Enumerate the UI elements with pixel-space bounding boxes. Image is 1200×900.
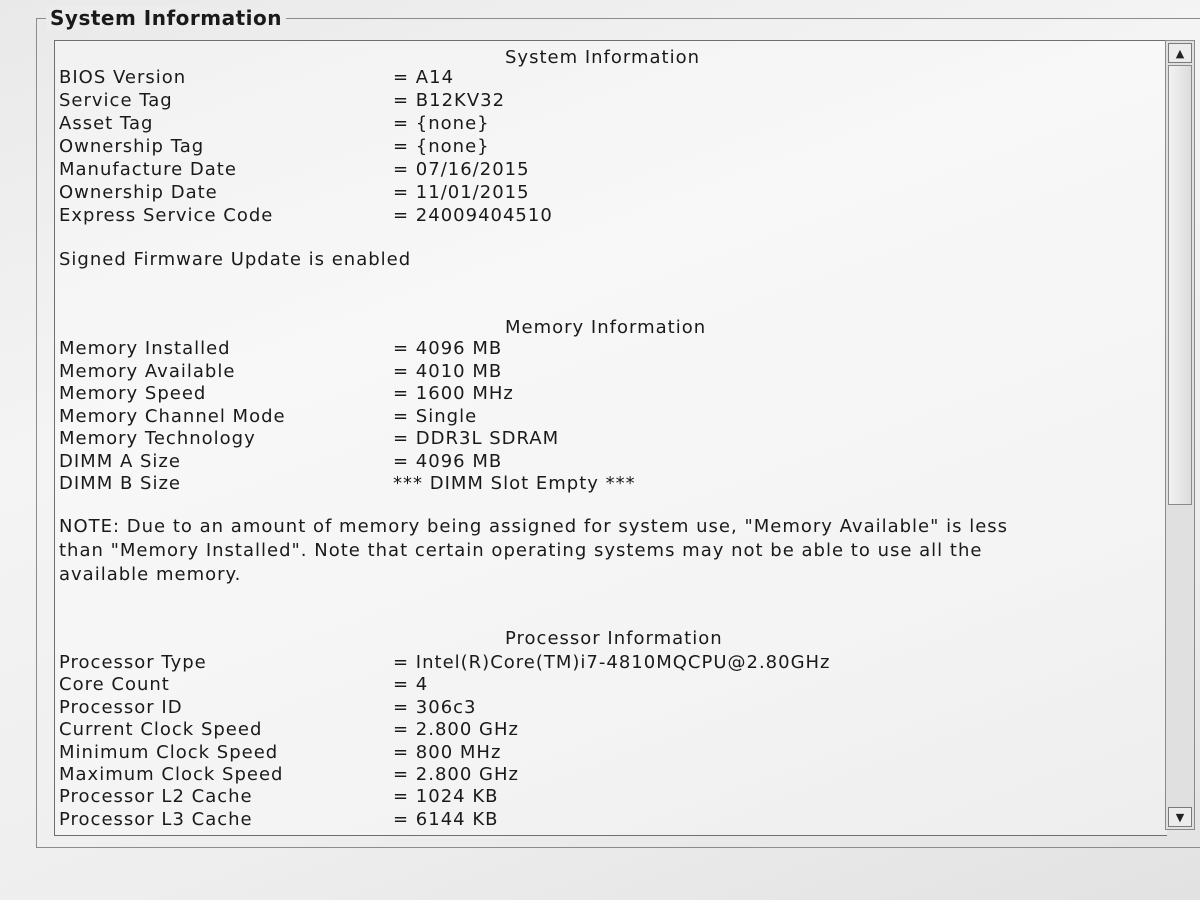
processor-info-label: Minimum Clock Speed — [59, 741, 279, 763]
system-info-label: Ownership Date — [59, 182, 218, 203]
processor-info-value: = 2.800 GHz — [393, 719, 519, 741]
system-info-value: = 24009404510 — [393, 205, 553, 226]
info-content — [55, 41, 1167, 836]
system-info-label: Manufacture Date — [59, 159, 237, 180]
system-info-value: = {none} — [393, 113, 490, 134]
system-heading: System Information — [505, 47, 701, 68]
info-panel[interactable] — [54, 40, 1167, 836]
processor-info-value: = 2.800 GHz — [393, 764, 519, 785]
memory-info-value: = Single — [393, 405, 478, 427]
processor-heading: Processor Information — [505, 628, 723, 649]
processor-info-label: Processor Type — [59, 652, 207, 673]
processor-info-label: Current Clock Speed — [59, 719, 263, 741]
group-title: System Information — [46, 6, 286, 30]
memory-info-label: DIMM A Size — [59, 450, 181, 472]
system-info-value: = A14 — [393, 67, 455, 88]
scroll-down-icon[interactable]: ▼ — [1168, 807, 1192, 827]
system-info-value: = B12KV32 — [393, 90, 506, 111]
scrollbar-thumb[interactable] — [1168, 65, 1192, 505]
firmware-note: Signed Firmware Update is enabled — [59, 249, 412, 270]
memory-info-value: = 4010 MB — [393, 360, 503, 382]
processor-info-label: Processor L3 Cache — [59, 808, 253, 830]
scroll-up-icon[interactable]: ▲ — [1168, 43, 1192, 63]
memory-info-value: = 4096 MB — [393, 338, 503, 359]
system-info-label: Service Tag — [59, 90, 173, 111]
system-info-label: Express Service Code — [59, 205, 274, 226]
memory-note-line-2: than "Memory Installed". Note that certain operating systems may not be able to use all the — [59, 540, 983, 561]
system-info-value: = {none} — [393, 136, 490, 157]
processor-info-value: = 800 MHz — [393, 741, 502, 763]
system-info-label: Asset Tag — [59, 113, 154, 134]
system-info-value: = 11/01/2015 — [393, 182, 530, 203]
memory-info-value: = 1600 MHz — [393, 383, 514, 404]
processor-info-label: Processor ID — [59, 696, 183, 718]
processor-info-value: = 4 — [393, 674, 429, 696]
processor-info-label: Maximum Clock Speed — [59, 764, 284, 785]
processor-info-value: = 1024 KB — [393, 786, 499, 808]
memory-heading: Memory Information — [505, 317, 707, 338]
processor-info-value: = 6144 KB — [393, 808, 499, 830]
memory-info-label: Memory Channel Mode — [59, 405, 286, 427]
processor-info-label: Processor L2 Cache — [59, 786, 253, 808]
processor-info-value: = 306c3 — [393, 696, 477, 718]
memory-info-label: Memory Available — [59, 360, 236, 382]
processor-info-label: Core Count — [59, 674, 170, 696]
memory-note-line-3: available memory. — [59, 564, 242, 585]
processor-info-value: = Intel(R)Core(TM)i7-4810MQCPU@2.80GHz — [393, 652, 831, 673]
memory-info-value: = 4096 MB — [393, 450, 503, 472]
memory-info-value: = DDR3L SDRAM — [393, 428, 560, 449]
memory-info-label: Memory Speed — [59, 383, 207, 404]
system-info-value: = 07/16/2015 — [393, 159, 530, 180]
memory-info-label: Memory Technology — [59, 428, 256, 449]
memory-info-label: Memory Installed — [59, 338, 231, 359]
system-info-label: BIOS Version — [59, 67, 187, 88]
memory-note-line-1: NOTE: Due to an amount of memory being assigned for system use, "Memory Available" is less — [59, 516, 1009, 537]
vertical-scrollbar[interactable] — [1165, 40, 1195, 830]
memory-info-value: *** DIMM Slot Empty *** — [393, 473, 636, 494]
system-info-label: Ownership Tag — [59, 136, 205, 157]
memory-info-label: DIMM B Size — [59, 473, 181, 494]
